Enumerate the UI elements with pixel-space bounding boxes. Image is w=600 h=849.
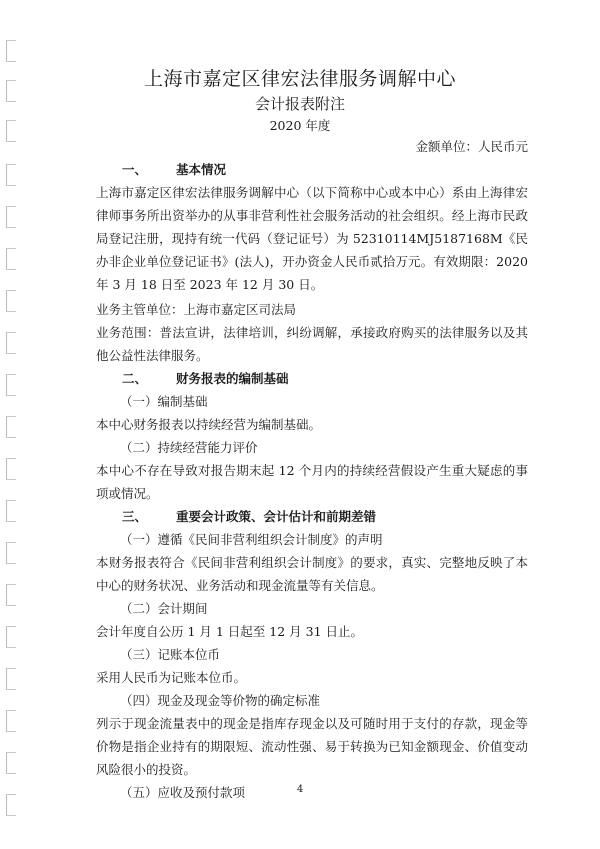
binding-margin-marks [6, 40, 20, 840]
section-2-paragraph-2: 本中心不存在导致对报告期末起 12 个月内的持续经营假设产生重大疑虑的事项或情况。 [96, 463, 528, 501]
document-subtitle: 会计报表附注 [254, 95, 345, 113]
section-3-subheading-2: （二）会计期间 [120, 601, 208, 616]
section-2-subheading-2: （二）持续经营能力评价 [120, 440, 258, 455]
section-heading-2: 二、 财务报表的编制基础 [122, 371, 289, 386]
section-3-subheading-4: （四）现金及现金等价物的确定标准 [120, 693, 321, 708]
section-1-paragraph-2: 业务主管单位：上海市嘉定区司法局 [96, 302, 297, 317]
section-3-paragraph-3: 采用人民币为记账本位币。 [96, 670, 247, 685]
section-3-paragraph-1: 本财务报表符合《民间非营利组织会计制度》的要求，真实、完整地反映了本中心的财务状况、业务活动和现金流量等有关信息。 [96, 555, 528, 593]
section-3-paragraph-2: 会计年度自公历 1 月 1 日起至 12 月 31 日止。 [96, 624, 364, 639]
section-3-subheading-1: （一）遵循《民间非营利组织会计制度》的声明 [120, 532, 383, 547]
section-2-subheading-1: （一）编制基础 [120, 394, 208, 409]
document-body [96, 158, 528, 804]
section-1-paragraph-3: 业务范围：普法宣讲，法律培训，纠纷调解，承接政府购买的法律服务以及其他公益性法律服务。 [96, 325, 528, 363]
section-2-paragraph-1: 本中心财务报表以持续经营为编制基础。 [96, 417, 322, 432]
page-number: 4 [296, 784, 304, 795]
section-1-paragraph-1: 上海市嘉定区律宏法律服务调解中心（以下简称中心或本中心）系由上海律宏律师事务所出资举办的从事非营利性社会服务活动的社会组织。经上海市民政局登记注册，现持有统一代码（登记证号）为 52310114MJ5187168M《民办非企业单位登记证书》(法人)，开办资金人民币贰拾万元。有效期限：2020 年 3 月 18 日至 2023 年 12 月 30 日。 [96, 185, 528, 292]
fiscal-year: 2020 年度 [269, 118, 331, 133]
section-heading-1: 一、 基本情况 [122, 162, 227, 177]
section-3-subheading-3: （三）记账本位币 [120, 647, 221, 662]
document-title: 上海市嘉定区律宏法律服务调解中心 [143, 68, 456, 90]
section-3-paragraph-4: 列示于现金流量表中的现金是指库存现金以及可随时用于支付的存款，现金等价物是指企业持有的期限短、流动性强、易于转换为已知金额现金、价值变动风险很小的投资。 [96, 716, 528, 777]
section-heading-3: 三、 重要会计政策、会计估计和前期差错 [122, 509, 377, 524]
section-3-subheading-5: （五）应收及预付款项 [120, 785, 246, 800]
currency-unit: 金额单位：人民币元 [415, 139, 528, 154]
